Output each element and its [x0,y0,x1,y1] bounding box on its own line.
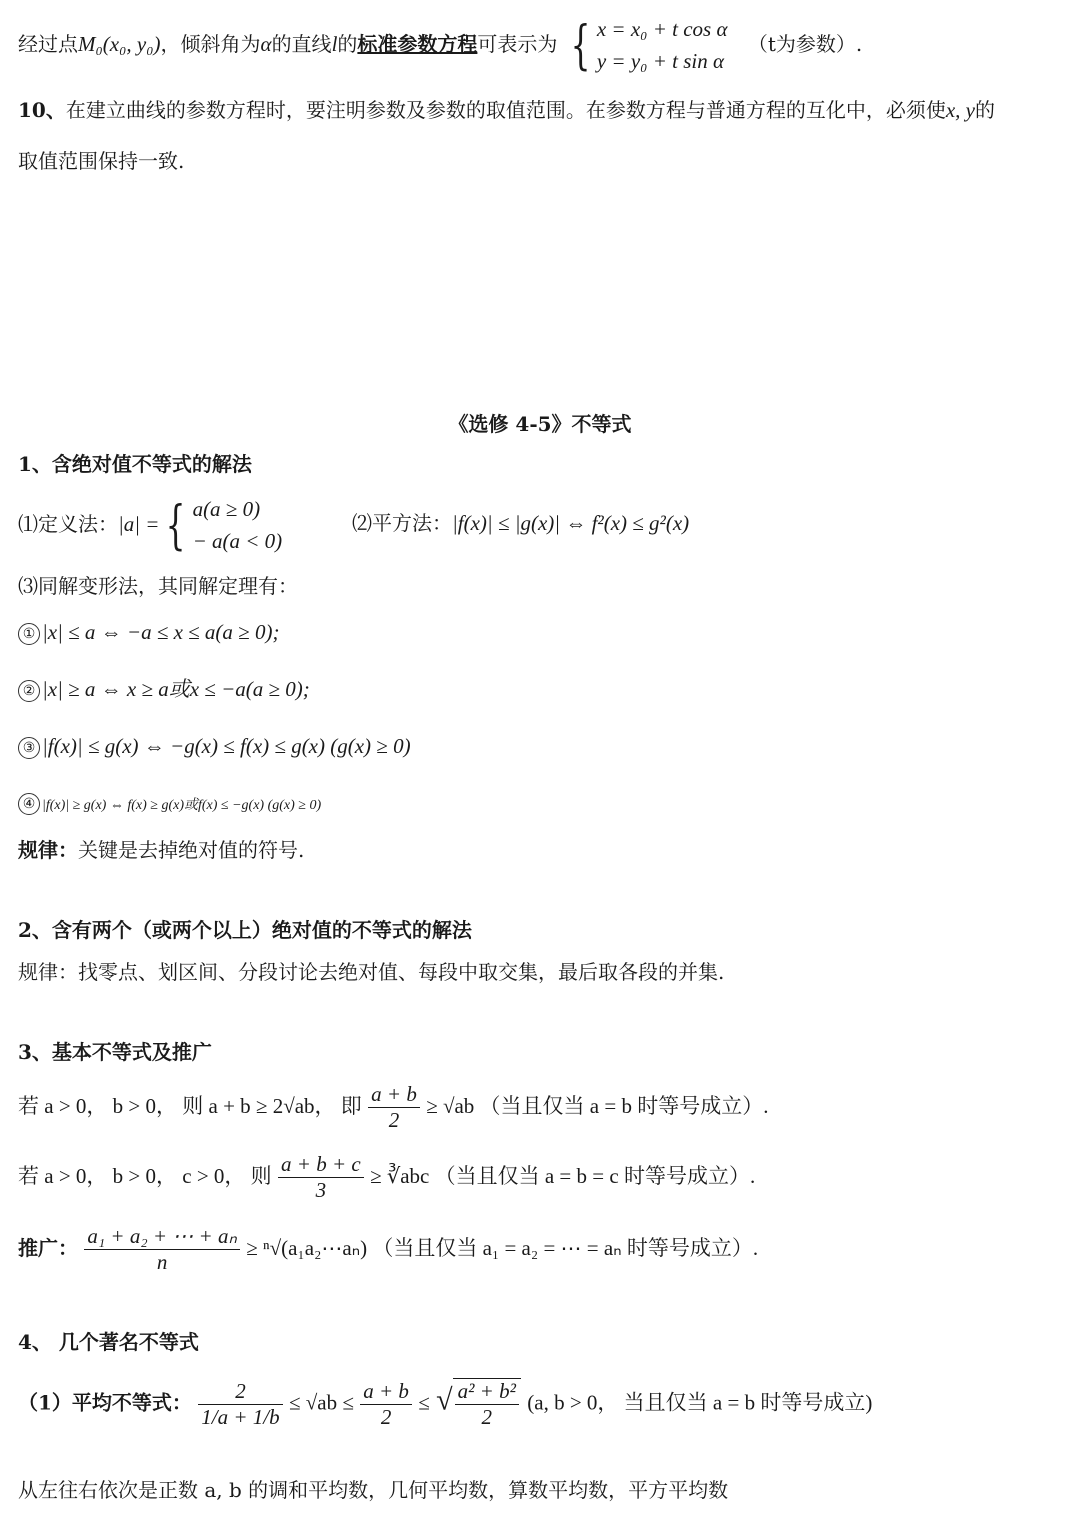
text: ≥ √ab （当且仅当 a = b 时等号成立）. [426,1094,769,1119]
s3-line3 [18,1224,758,1275]
denominator: n [156,1250,168,1275]
bold-term: 标准参数方程 [357,32,478,56]
item-marker: ② [18,680,40,702]
text: ≤ √ab ≤ [288,1390,354,1415]
condition: (a, b > 0， 当且仅当 a = b 时等号成立) [527,1390,873,1415]
rule-label: 规律： [18,838,78,862]
def-label: ⑴定义法： [18,512,118,536]
l-symbol: l [331,32,338,56]
def-cases [193,494,283,557]
s2-rule: 规律：找零点、划区间、分段讨论去绝对值、每段中取交集，最后取各段的并集. [18,960,725,984]
param-line-row [18,14,862,77]
s1-definition-row [18,494,282,557]
numerator: 2 [198,1379,282,1405]
eq-x: x = x₀ + t cos α [596,17,728,41]
harmonic-mean [198,1379,282,1430]
s1-transform-label: ⑶同解变形法，其同解定理有： [18,574,298,598]
section-title: 《选修 4-5》不等式 [448,412,632,436]
eq-y: y = y₀ + t sin α [596,48,725,73]
fraction [368,1082,420,1133]
theorem-item-2 [18,677,310,702]
theorem-text: |x| ≤ a ⇔ −a ≤ x ≤ a(a ≥ 0); [42,620,280,644]
s1-rule [18,838,304,862]
case2: − a(a < 0) [192,528,283,553]
text: ，倾斜角为 [160,32,261,56]
theorem-text: |f(x)| ≥ g(x) ⇔ f(x) ≥ g(x)或f(x) ≤ −g(x) (g(x) ≥ 0) [42,798,322,813]
s4-explanation: 从左往右依次是正数 a, b 的调和平均数，几何平均数，算数平均数，平方平均数 [18,1478,729,1502]
text: 可表示为 [477,32,558,56]
generalization-label: 推广： [18,1236,78,1261]
numerator: a + b [360,1379,412,1405]
theorem-item-4 [18,790,321,815]
denominator: 1/a + 1/b [201,1404,280,1429]
arithmetic-mean [360,1379,412,1430]
text: 的直线 [271,32,332,56]
denominator: 3 [315,1178,327,1203]
numerator: a + b + c [278,1152,364,1178]
text: 的 [975,98,995,122]
text: 的 [337,32,358,56]
param-equations [597,14,728,77]
sq-label: ⑵平方法： [352,511,452,535]
case1: a(a ≥ 0) [192,497,261,521]
s4-heading: 4、 几个著名不等式 [18,1330,199,1354]
numerator: a₁ + a₂ + ⋯ + aₙ [84,1224,239,1250]
numerator: a + b [368,1082,420,1108]
numerator: a² + b² [455,1379,519,1405]
s3-heading: 3、基本不等式及推广 [18,1040,212,1064]
item10-line1 [18,98,995,123]
s1-square-row [352,511,689,536]
brace: { [166,495,186,556]
s3-line2 [18,1152,755,1203]
text: 在建立曲线的参数方程时，要注明参数及参数的取值范围。在参数方程与普通方程的互化中，必须使 [65,98,946,122]
item-number: 10、 [18,98,66,122]
sq-formula: |f(x)| ≤ |g(x)| ⇔ f²(x) ≤ g²(x) [452,511,690,535]
text: 若 a > 0， b > 0， 则 a + b ≥ 2√ab， 即 [18,1094,362,1119]
denominator: 2 [481,1405,493,1430]
item-marker: ① [18,623,40,645]
item10-line2: 取值范围保持一致. [18,149,185,173]
text: ≥ ⁿ√(a₁a₂⋯aₙ) （当且仅当 a₁ = a₂ = ⋯ = aₙ 时等号成立）. [246,1236,759,1261]
vars: x, y [945,98,975,122]
rule-text: 关键是去掉绝对值的符号. [78,838,305,862]
text: ≥ ∛abc （当且仅当 a = b = c 时等号成立）. [370,1164,756,1189]
p1-label: （1）平均不等式： [18,1390,192,1415]
fraction [278,1152,364,1203]
def-lhs: |a| = [118,512,160,536]
point-formula: M₀(x₀, y₀) [78,32,161,56]
theorem-item-3 [18,734,411,759]
denominator: 2 [388,1108,400,1133]
s2-heading: 2、含有两个（或两个以上）绝对值的不等式的解法 [18,918,472,942]
sqrt-sign: √ [436,1383,453,1417]
text: ≤ [418,1390,430,1415]
param-note: （t为参数）. [747,32,863,56]
theorem-item-1 [18,620,279,645]
theorem-text: |x| ≥ a ⇔ x ≥ a或x ≤ −a(a ≥ 0); [42,677,310,701]
item-marker: ④ [18,793,40,815]
denominator: 2 [380,1404,392,1429]
s4-mean-inequality [18,1378,872,1430]
alpha-symbol: α [260,32,272,56]
fraction [84,1224,239,1275]
text: 经过点 [18,32,78,56]
brace: { [570,15,591,76]
theorem-text: |f(x)| ≤ g(x) ⇔ −g(x) ≤ f(x) ≤ g(x) (g(x) ≥ 0) [42,734,411,758]
text: 若 a > 0， b > 0， c > 0， 则 [18,1164,272,1189]
quadratic-mean [453,1378,521,1430]
s3-line1 [18,1082,768,1133]
item-marker: ③ [18,737,40,759]
s1-heading: 1、含绝对值不等式的解法 [18,452,252,476]
